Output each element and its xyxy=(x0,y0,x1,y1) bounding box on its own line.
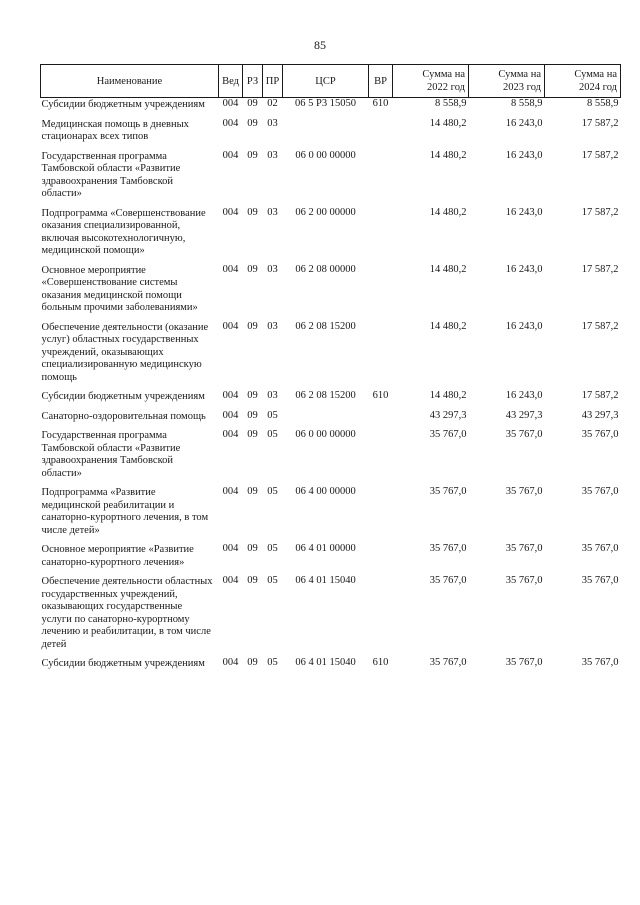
cell-sum-2022: 14 480,2 xyxy=(429,206,467,218)
cell-pr: 05 xyxy=(267,409,278,421)
cell-vr xyxy=(369,429,393,486)
cell-vr xyxy=(369,575,393,657)
cell-sum-2022: 14 480,2 xyxy=(429,263,467,275)
cell-vr xyxy=(369,543,393,575)
cell-name: Субсидии бюджетным учреждениям xyxy=(41,658,205,669)
cell-sum-2022: 14 480,2 xyxy=(429,117,467,129)
cell-pr: 05 xyxy=(267,575,278,586)
cell-sum-2022: 43 297,3 xyxy=(429,409,467,421)
cell-ved: 004 xyxy=(222,206,239,218)
cell-pr: 05 xyxy=(267,486,278,497)
cell-csr: 06 4 00 00000 xyxy=(295,486,356,497)
cell-sum-2022: 14 480,2 xyxy=(429,390,467,401)
cell-sum-2024: 43 297,3 xyxy=(581,409,619,421)
cell-rz: 09 xyxy=(247,320,258,332)
cell-vr xyxy=(369,150,393,207)
cell-sum-2024: 35 767,0 xyxy=(581,429,619,440)
cell-csr: 06 2 08 15200 xyxy=(295,320,356,332)
cell-ved: 004 xyxy=(222,390,239,401)
cell-rz: 09 xyxy=(247,429,258,440)
cell-csr: 06 0 00 00000 xyxy=(295,429,356,440)
table-row xyxy=(41,207,621,264)
cell-pr: 03 xyxy=(267,206,278,218)
cell-name: Государственная программа Тамбовской области «Развитие здравоохранения Тамбовской области» xyxy=(41,150,181,199)
cell-sum-2023: 43 297,3 xyxy=(505,409,543,421)
cell-sum-2024: 35 767,0 xyxy=(581,486,619,497)
cell-name: Субсидии бюджетным учреждениям xyxy=(41,391,205,402)
cell-sum-2022: 14 480,2 xyxy=(429,149,467,161)
col-header-name: Наименование xyxy=(41,65,219,98)
cell-sum-2023: 16 243,0 xyxy=(505,117,543,129)
table-row xyxy=(41,264,621,321)
cell-pr: 03 xyxy=(267,263,278,275)
table-row xyxy=(41,410,621,430)
cell-sum-2023: 16 243,0 xyxy=(505,149,543,161)
cell-name: Обеспечение деятельности областных государственных учреждений, оказывающих государственные услуги по санаторно-курортному лечению и реабилитации, в том числе детей xyxy=(41,576,213,650)
cell-vr xyxy=(369,410,393,430)
cell-sum-2024: 17 587,2 xyxy=(581,206,619,218)
cell-csr: 06 4 01 15040 xyxy=(295,575,356,586)
cell-sum-2023: 16 243,0 xyxy=(505,390,543,401)
cell-csr xyxy=(283,410,369,430)
cell-name: Основное мероприятие «Развитие санаторно-курортного лечения» xyxy=(41,544,194,568)
cell-vr: 610 xyxy=(372,390,389,401)
cell-sum-2023: 35 767,0 xyxy=(505,429,543,440)
cell-sum-2023: 35 767,0 xyxy=(505,543,543,554)
cell-name: Подпрограмма «Развитие медицинской реабилитации и санаторно-курортного лечения, в том числе детей» xyxy=(41,487,209,536)
cell-ved: 004 xyxy=(222,409,239,421)
cell-sum-2022: 35 767,0 xyxy=(429,429,467,440)
cell-sum-2024: 35 767,0 xyxy=(581,543,619,554)
cell-sum-2024: 17 587,2 xyxy=(581,263,619,275)
col-header-sum-2024 xyxy=(545,65,621,98)
cell-ved: 004 xyxy=(222,117,239,129)
col-header-sum-2023-line2: 2023 год xyxy=(503,82,541,93)
table-row xyxy=(41,118,621,150)
budget-table xyxy=(40,64,621,677)
col-header-sum-2022-line2: 2022 год xyxy=(427,82,465,93)
col-header-ved: Вед xyxy=(219,65,243,98)
cell-rz: 09 xyxy=(247,657,258,668)
cell-rz: 09 xyxy=(247,486,258,497)
cell-csr: 06 2 00 00000 xyxy=(295,206,356,218)
cell-vr xyxy=(369,486,393,543)
cell-sum-2023: 16 243,0 xyxy=(505,320,543,332)
cell-csr: 06 2 08 15200 xyxy=(295,390,356,401)
cell-sum-2023: 16 243,0 xyxy=(505,206,543,218)
table-row xyxy=(41,321,621,391)
cell-sum-2022: 35 767,0 xyxy=(429,543,467,554)
cell-rz: 09 xyxy=(247,98,258,109)
cell-pr: 05 xyxy=(267,543,278,554)
cell-csr: 06 0 00 00000 xyxy=(295,149,356,161)
col-header-pr: ПР xyxy=(263,65,283,98)
cell-csr: 06 2 08 00000 xyxy=(295,263,356,275)
cell-csr: 06 4 01 00000 xyxy=(295,543,356,554)
cell-ved: 004 xyxy=(222,263,239,275)
cell-vr xyxy=(369,321,393,391)
table-row xyxy=(41,657,621,677)
cell-sum-2022: 35 767,0 xyxy=(429,486,467,497)
cell-ved: 004 xyxy=(222,149,239,161)
cell-rz: 09 xyxy=(247,263,258,275)
cell-sum-2023: 8 558,9 xyxy=(511,98,543,109)
cell-pr: 03 xyxy=(267,320,278,332)
cell-pr: 03 xyxy=(267,117,278,129)
cell-pr: 03 xyxy=(267,390,278,401)
table-row xyxy=(41,486,621,543)
col-header-vr: ВР xyxy=(369,65,393,98)
cell-sum-2024: 17 587,2 xyxy=(581,149,619,161)
col-header-sum-2024-line2: 2024 год xyxy=(579,82,617,93)
cell-sum-2024: 17 587,2 xyxy=(581,320,619,332)
table-row xyxy=(41,98,621,118)
cell-rz: 09 xyxy=(247,575,258,586)
cell-ved: 004 xyxy=(222,486,239,497)
cell-sum-2024: 17 587,2 xyxy=(581,390,619,401)
col-header-sum-2022-line1: Сумма на xyxy=(422,69,465,80)
cell-ved: 004 xyxy=(222,543,239,554)
cell-vr xyxy=(369,207,393,264)
table-row xyxy=(41,429,621,486)
cell-vr xyxy=(369,118,393,150)
table-row xyxy=(41,575,621,657)
cell-name: Медицинская помощь в дневных стационарах всех типов xyxy=(41,118,189,142)
cell-vr: 610 xyxy=(372,98,389,109)
col-header-sum-2023 xyxy=(469,65,545,98)
cell-ved: 004 xyxy=(222,98,239,109)
table-row xyxy=(41,390,621,410)
cell-sum-2022: 14 480,2 xyxy=(429,320,467,332)
cell-sum-2022: 8 558,9 xyxy=(435,98,467,109)
col-header-rz: РЗ xyxy=(243,65,263,98)
cell-rz: 09 xyxy=(247,117,258,129)
cell-sum-2024: 8 558,9 xyxy=(587,98,619,109)
cell-sum-2023: 35 767,0 xyxy=(505,486,543,497)
cell-sum-2024: 35 767,0 xyxy=(581,657,619,668)
cell-sum-2024: 35 767,0 xyxy=(581,575,619,586)
cell-sum-2023: 35 767,0 xyxy=(505,575,543,586)
table-body xyxy=(41,98,621,677)
cell-name: Основное мероприятие «Совершенствование системы оказания медицинской помощи больным прочими заболеваниями» xyxy=(41,264,198,313)
table-row xyxy=(41,150,621,207)
cell-sum-2024: 17 587,2 xyxy=(581,117,619,129)
cell-pr: 05 xyxy=(267,429,278,440)
cell-sum-2022: 35 767,0 xyxy=(429,575,467,586)
cell-vr: 610 xyxy=(372,657,389,668)
cell-sum-2022: 35 767,0 xyxy=(429,657,467,668)
col-header-sum-2022 xyxy=(393,65,469,98)
table-row xyxy=(41,543,621,575)
cell-pr: 03 xyxy=(267,149,278,161)
table-header-row xyxy=(41,65,621,98)
cell-rz: 09 xyxy=(247,543,258,554)
cell-csr: 06 4 01 15040 xyxy=(295,657,356,668)
cell-rz: 09 xyxy=(247,149,258,161)
page-number: 85 xyxy=(314,38,326,52)
cell-pr: 02 xyxy=(267,98,278,109)
cell-sum-2023: 35 767,0 xyxy=(505,657,543,668)
cell-name: Обеспечение деятельности (оказание услуг) областных государственных учреждений, оказывающих специализированную медицинскую помощь xyxy=(41,321,209,383)
cell-csr xyxy=(283,118,369,150)
cell-name: Субсидии бюджетным учреждениям xyxy=(41,99,205,110)
cell-rz: 09 xyxy=(247,409,258,421)
cell-ved: 004 xyxy=(222,320,239,332)
col-header-csr: ЦСР xyxy=(283,65,369,98)
cell-rz: 09 xyxy=(247,390,258,401)
cell-name: Государственная программа Тамбовской области «Развитие здравоохранения Тамбовской области» xyxy=(41,430,181,479)
cell-pr: 05 xyxy=(267,657,278,668)
cell-name: Подпрограмма «Совершенствование оказания специализированной, включая высокотехнологичную, медицинской помощи» xyxy=(41,207,206,256)
cell-csr: 06 5 Р3 15050 xyxy=(295,98,356,109)
col-header-sum-2024-line1: Сумма на xyxy=(574,69,617,80)
cell-ved: 004 xyxy=(222,429,239,440)
col-header-sum-2023-line1: Сумма на xyxy=(498,69,541,80)
cell-name: Санаторно-оздоровительная помощь xyxy=(41,410,206,422)
cell-ved: 004 xyxy=(222,575,239,586)
cell-rz: 09 xyxy=(247,206,258,218)
cell-sum-2023: 16 243,0 xyxy=(505,263,543,275)
cell-ved: 004 xyxy=(222,657,239,668)
cell-vr xyxy=(369,264,393,321)
